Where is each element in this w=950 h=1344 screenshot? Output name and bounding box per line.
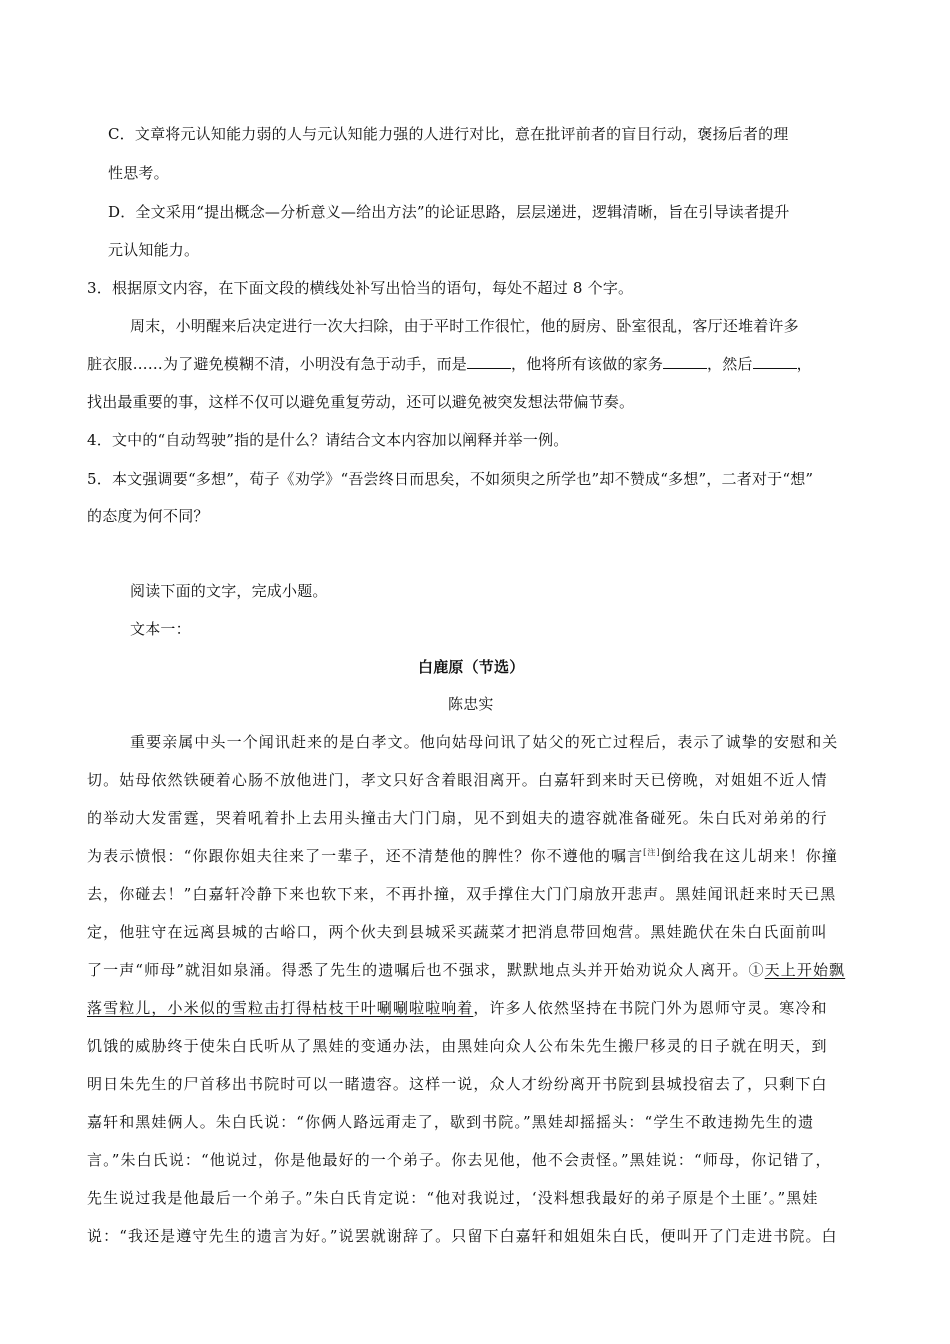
para-line2-part-b: ，他将所有该做的家务: [511, 355, 664, 373]
underlined-sentence: 天上开始飘: [764, 961, 846, 979]
passage-text: 为表示愤恨：“你跟你姐夫往来了一辈子，还不清楚他的脾性？你不遵他的嘱言: [87, 847, 644, 865]
footnote-marker[interactable]: [注]: [643, 848, 661, 857]
option-c-line2: 性思考。: [108, 164, 169, 182]
passage-line: [87, 998, 828, 1018]
question-5-line1: 5．本文强调要“多想”，荀子《劝学》“吾尝终日而思矣，不如须臾之所学也”却不赞成“多想”，二者对于“想”: [87, 470, 814, 488]
passage-line: 说：“我还是遵守先生的遗言为好。”说罢就谢辞了。只留下白嘉轩和姐姐朱白氏，便叫开了门走进书院。白: [87, 1227, 838, 1245]
passage-line: 定，他驻守在远离县城的古峪口，两个伙夫到县城采买蔬菜才把消息带回炮营。黑娃跪伏在朱白氏面前叫: [87, 923, 828, 941]
fill-blank-2[interactable]: [663, 354, 707, 369]
passage-text: 倒给我在这儿胡来！你撞: [660, 847, 838, 865]
question-3-stem: 3．根据原文内容，在下面文段的横线处补写出恰当的语句，每处不超过 8 个字。: [87, 279, 634, 297]
question-4-stem: 4．文中的“自动驾驶”指的是什么？请结合文本内容加以阐释并举一例。: [87, 431, 569, 449]
question-5-line2: 的态度为何不同？: [87, 507, 209, 525]
para-line2-part-d: ，: [796, 355, 812, 373]
passage-line: 的举动大发雷霆，哭着吼着扑上去用头撞击大门门扇，见不到姐夫的遗容就准备碰死。朱白氏对弟弟的行: [87, 809, 828, 827]
passage-line: 饥饿的威胁终于使朱白氏听从了黑娃的变通办法，由黑娃向众人公布朱先生搬尸移灵的日子就在明天，到: [87, 1037, 828, 1055]
option-d-line1: D．全文采用“提出概念—分析意义—给出方法”的论证思路，层层递进，逻辑清晰，旨在引导读者提升: [108, 203, 790, 221]
para-line2-part-c: ，然后: [707, 355, 753, 373]
passage-line: [87, 960, 845, 980]
fill-blank-1[interactable]: [467, 354, 511, 369]
option-c-line1: C．文章将元认知能力弱的人与元认知能力强的人进行对比，意在批评前者的盲目行动，褒扬后者的理: [108, 125, 789, 143]
question-3-para-line3: 找出最重要的事，这样不仅可以避免重复劳动，还可以避免被突发想法带偏节奏。: [87, 393, 635, 411]
passage-line: 明日朱先生的尸首移出书院时可以一睹遗容。这样一说，众人才纷纷离开书院到县城投宿去了，只剩下白: [87, 1075, 828, 1093]
passage-line: 言。”朱白氏说：“他说过，你是他最好的一个弟子。你去见他，他不会责怪。”黑娃说：“师母，你记错了，: [87, 1151, 832, 1169]
passage-line: 重要亲属中头一个闻讯赶来的是白孝文。他向姑母问讯了姑父的死亡过程后，表示了诚挚的安慰和关: [130, 733, 839, 751]
passage-line: 嘉轩和黑娃俩人。朱白氏说：“你俩人路远甭走了，歇到书院。”黑娃却摇摇头：“学生不敢违拗先生的遗: [87, 1113, 815, 1131]
passage-line: 切。姑母依然铁硬着心肠不放他进门，孝文只好含着眼泪离开。白嘉轩到来时天已傍晚，对姐姐不近人情: [87, 771, 828, 789]
question-3-para-line2: [87, 354, 812, 374]
article-author: 陈忠实: [448, 695, 494, 713]
question-3-para-line1: 周末，小明醒来后决定进行一次大扫除，由于平时工作很忙，他的厨房、卧室很乱，客厅还堆着许多: [130, 317, 799, 335]
passage-line: 去，你碰去！”白嘉轩冷静下来也软下来，不再扑撞，双手撑住大门门扇放开悲声。黑娃闻讯赶来时天已黑: [87, 885, 837, 903]
para-line2-part-a: 脏衣服……为了避免模糊不清，小明没有急于动手，而是: [87, 355, 468, 373]
underlined-sentence: 落雪粒儿，小米似的雪粒击打得枯枝干叶唰唰啦啦响着: [87, 999, 474, 1017]
reading-instruction: 阅读下面的文字，完成小题。: [130, 582, 328, 600]
option-d-line2: 元认知能力。: [108, 241, 200, 259]
article-title: 白鹿原（节选）: [418, 658, 525, 676]
passage-line: 先生说过我是他最后一个弟子。”朱白氏肯定说：“他对我说过，‘没料想我最好的弟子原是个土匪’。”黑娃: [87, 1189, 819, 1207]
fill-blank-3[interactable]: [753, 354, 797, 369]
text-label: 文本一：: [130, 620, 191, 638]
passage-text: 了一声“师母”就泪如泉涌。得悉了先生的遗嘱后也不强求，默默地点头并开始劝说众人离开。①: [87, 961, 765, 979]
passage-text: ，许多人依然坚持在书院门外为恩师守灵。寒冷和: [473, 999, 828, 1017]
passage-line: [87, 846, 838, 866]
